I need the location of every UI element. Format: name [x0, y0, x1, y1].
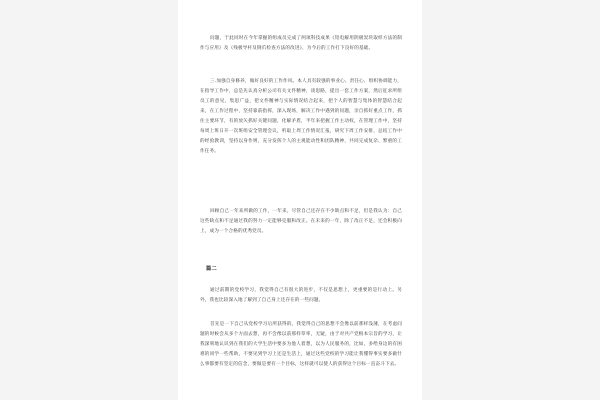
- document-page: [178, 0, 422, 400]
- section-heading: 篇二: [206, 266, 217, 272]
- paragraph-2: 三.加强自身修养，做好良好的工作作风。本人具有较强的事业心、责任心、组织协调能力，在指导工作中，总是先认真分析公司有关文件精神，谈思路，提出一套工作方案，然后征求所组员工的意见，集思广益，把文件精神与实际情况结合起来，把个人的智慧与集体的智慧结合起来，在工作过程中，坚持靠前指挥，深入现场，解决工作中遇到的问题，亲自抓好重点工作，抓住主要环节，有的放矢抓好关键问题，化解矛盾，半年来把握工作主动权，在管理工作中，坚持每周上班日开一次班组安全管理会议，听取上周工作情况汇报，研究下周工作安排，总结工作中的经验教训，坚持以身作则，充分发挥个人的主观能动性和团队精神，共同完成复杂、繁重的工作任务。: [200, 79, 402, 154]
- paragraph-4: 通过前期的党校学习，我觉得自己有很大的进步，不仅是思想上，更重要的是行动上。另外，我也比较深入地了解到了自己身上还存在的一些问题。: [200, 288, 402, 303]
- paragraph-1: 问题，于此同时在今年掌握的组成员完成了两项科技成果《铝电解用阴极炭块取样方法的制作与应用》及《残极导杆及钢爪检查方法的改进》，为今后的工作打下良好的基础。: [200, 36, 402, 51]
- paragraph-3: 回顾自己一年来所做的工作，一年来，尽管自己还存在不少缺点和不足，但是我认为：自己这些缺点和不足通过我的努力一定能够克服和改正。在未来的一年，除了改正不足，还会积极向上，成为一个合格的优秀党员。: [200, 209, 402, 234]
- paragraph-5: 首先是一下自己从党校学习后所获得的。我觉得自己的思想不会像以前那样浅薄，在考虑问题的时候会从多个方面去想，再不会像以前那样草率，无疑，由于对共产党根本宗旨的学习，让我深刻地认识到在我们的大学生活中要多为他人着想，以为人民服务的，比如，多给身边的有困难的同学一些帮助，不要见到学习上还是生活上，通过这些党校的学习能让我懂得事实要多做什么事都要有坚定的信念，要做是要有一个目标，这样就可以使人的获得这个目标一直奋斗下去。: [200, 322, 402, 367]
